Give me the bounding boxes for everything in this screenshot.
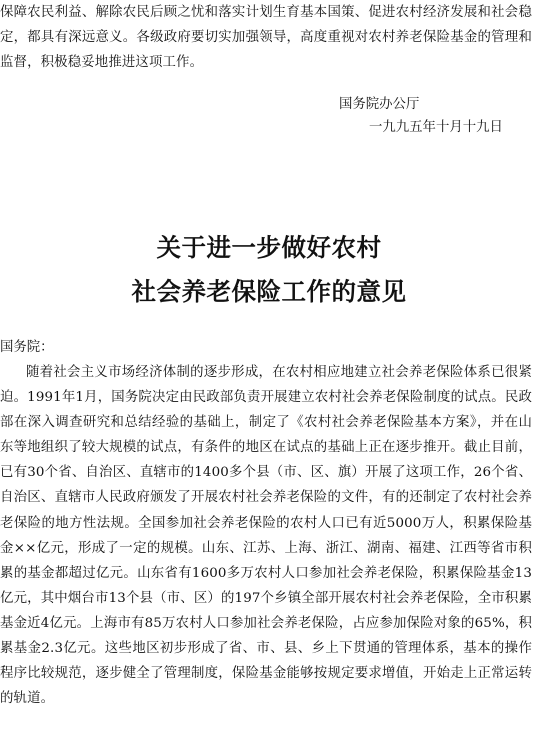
signature-date: 一九九五年十月十九日 xyxy=(369,120,503,135)
signature-office: 国务院办公厅 xyxy=(339,97,420,112)
document-title-line-2: 社会养老保险工作的意见 xyxy=(131,277,407,306)
top-paragraph: 保障农民利益、解除农民后顾之忧和落实计划生育基本国策、促进农村经济发展和社会稳定，都具有深远意义。各级政府要切实加强领导，高度重视对农村养老保险基金的管理和监督，积极稳妥地推进这项工作。 xyxy=(0,5,532,71)
body-paragraph: 随着社会主义市场经济体制的逐步形成，在农村相应地建立社会养老保险体系已很紧迫。1991年1月，国务院决定由民政部负责开展建立农村社会养老保险制度的试点。民政部在深入调查研究和总结经验的基础上，制定了《农村社会养老保险基本方案》，并在山东等地组织了较大规模的试点，有条件的地区在试点的基础上正在逐步推开。截止目前，已有30个省、自治区、直辖市的1400多个县（市、区、旗）开展了这项工作，26个省、自治区、直辖市人民政府颁发了开展农村社会养老保险的文件，有的还制定了农村社会养老保险的地方性法规。全国参加社会养老保险的农村人口已有近5000万人，积累保险基金××亿元，形成了一定的规模。山东、江苏、上海、浙江、湖南、福建、江西等省市积累的基金都超过亿元。山东省有1600多万农村人口参加社会养老保险，积累保险基金13亿元，其中烟台市13个县（市、区）的197个乡镇全部开展农村社会养老保险，全市积累基金近4亿元。上海市有85万农村人口参加社会养老保险，占应参加保险对象的65%，积累基金2.3亿元。这些地区初步形成了省、市、县、乡上下贯通的管理体系，基本的操作程序比较规范，逐步健全了管理制度，保险基金能够按规定要求增值，开始走上正常运转的轨道。 xyxy=(0,365,532,707)
salutation: 国务院： xyxy=(0,340,54,355)
document-title-line-1: 关于进一步做好农村 xyxy=(156,233,382,262)
